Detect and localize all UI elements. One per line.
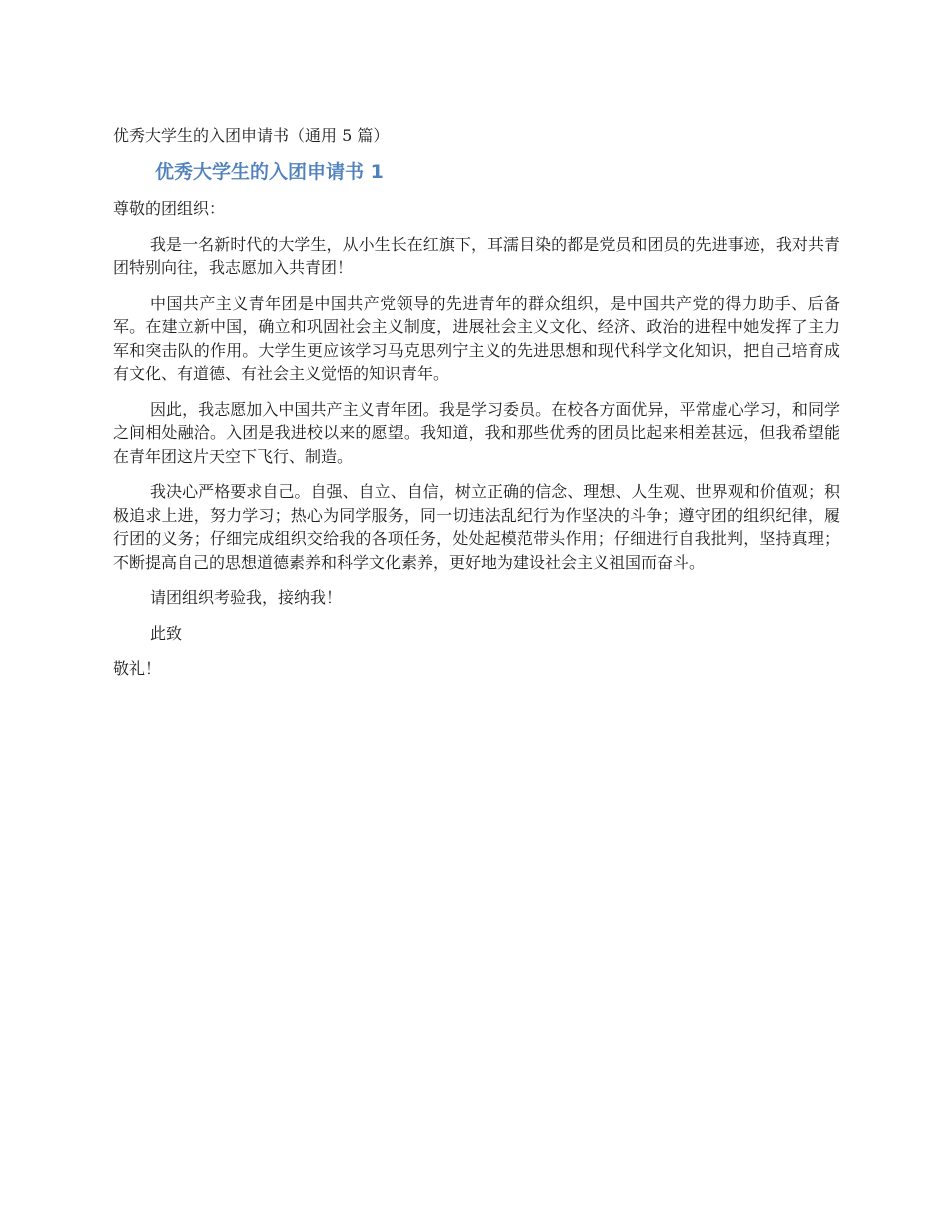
paragraph-3: 因此，我志愿加入中国共产主义青年团。我是学习委员。在校各方面优异，平常虚心学习，和同学之间相处融洽。入团是我进校以来的愿望。我知道，我和那些优秀的团员比起来相差甚远，但我希望能在青年团这片天空下飞行、制造。	[113, 399, 840, 466]
paragraph-1: 我是一名新时代的大学生，从小生长在红旗下，耳濡目染的都是党员和团员的先进事迹，我对共青团特别向往，我志愿加入共青团！	[113, 234, 840, 277]
document-title: 优秀大学生的入团申请书（通用 5 篇）	[113, 126, 390, 145]
salutation: 尊敬的团组织：	[113, 199, 226, 218]
document-body	[113, 124, 840, 681]
paragraph-5: 请团组织考验我，接纳我！	[150, 588, 343, 607]
closing: 此致	[150, 623, 183, 643]
regards: 敬礼！	[113, 659, 162, 678]
paragraph-4: 我决心严格要求自己。自强、自立、自信，树立正确的信念、理想、人生观、世界观和价值观；积极追求上进，努力学习；热心为同学服务，同一切违法乱纪行为作坚决的斗争；遵守团的组织纪律，履行团的义务；仔细完成组织交给我的各项任务，处处起模范带头作用；仔细进行自我批判，坚持真理；不断提高自己的思想道德素养和科学文化素养，更好地为建设社会主义祖国而奋斗。	[113, 482, 840, 572]
paragraph-2: 中国共产主义青年团是中国共产党领导的先进青年的群众组织，是中国共产党的得力助手、后备军。在建立新中国，确立和巩固社会主义制度，进展社会主义文化、经济、政治的进程中她发挥了主力军和突击队的作用。大学生更应该学习马克思列宁主义的先进思想和现代科学文化知识，把自己培育成有文化、有道德、有社会主义觉悟的知识青年。	[113, 293, 840, 383]
section-heading: 优秀大学生的入团申请书 1	[155, 161, 384, 183]
